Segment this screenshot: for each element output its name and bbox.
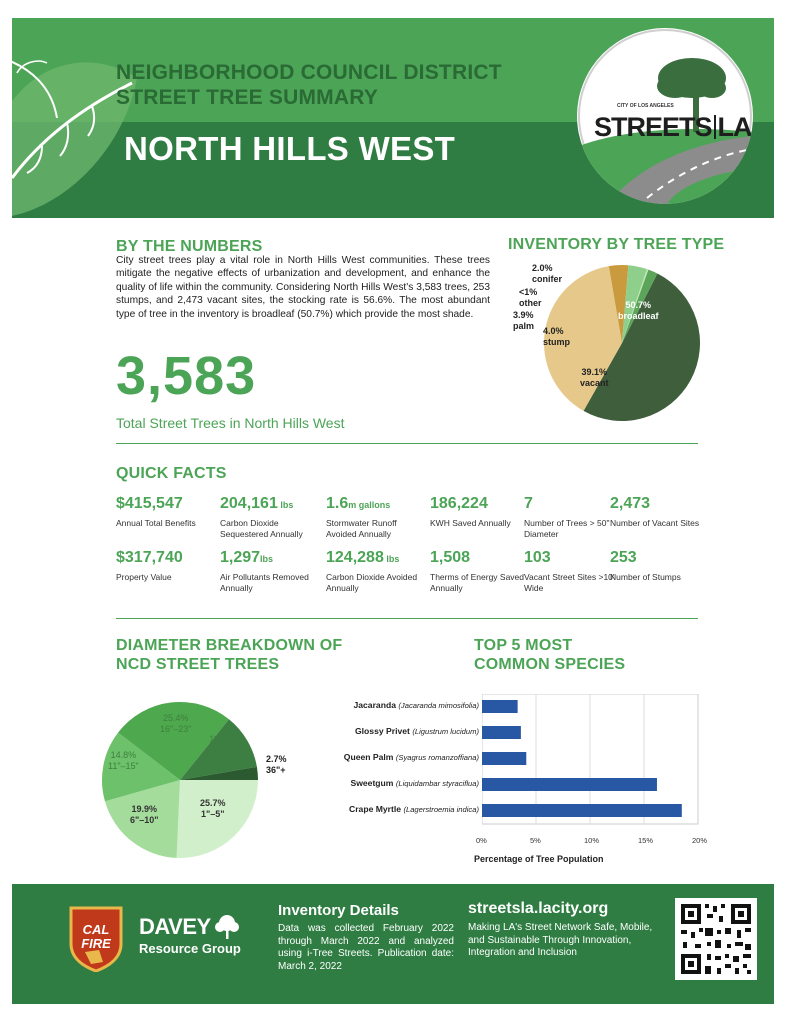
bar-axis-tick-label: 20% bbox=[692, 836, 708, 845]
species-common-name: Sweetgum bbox=[350, 778, 394, 788]
header-title-line2: STREET TREE SUMMARY bbox=[116, 86, 379, 109]
species-label bbox=[349, 804, 479, 814]
quick-fact-number: $317,740 bbox=[116, 549, 183, 566]
davey-tree-icon bbox=[213, 914, 241, 940]
bar-x-axis-title: Percentage of Tree Population bbox=[474, 854, 604, 864]
davey-logo bbox=[139, 914, 241, 956]
quick-facts-heading: QUICK FACTS bbox=[116, 465, 227, 482]
pie-label-palm: 3.9% palm bbox=[513, 310, 535, 331]
species-latin-name: (Lagerstroemia indica) bbox=[403, 805, 479, 814]
quick-fact bbox=[326, 548, 426, 594]
quick-fact bbox=[220, 548, 320, 594]
inventory-heading: INVENTORY BY TREE TYPE bbox=[508, 236, 725, 253]
quick-fact bbox=[430, 494, 530, 529]
species-label bbox=[350, 778, 479, 788]
leaf-decoration-icon bbox=[12, 18, 142, 218]
diameter-label-1-5: 25.7% 1"–5" bbox=[200, 798, 226, 819]
by-numbers-heading: BY THE NUMBERS bbox=[116, 238, 263, 255]
davey-logo-subtitle: Resource Group bbox=[139, 941, 241, 956]
quick-fact-number: 253 bbox=[610, 549, 637, 566]
by-numbers-text: City street trees play a vital role in North Hills West communities. These trees mitigate the negative effects of urbanization and development, and enhance the quality of life within the community. Considering North Hills West's 3,583 trees, 253 stumps, and 2,473 vacant sites, the stocking rate is 56.6%. The most abundant type of tree in the inventory is broadleaf (50.7%) which provide the most shade. bbox=[116, 255, 490, 320]
pie-label-stump: 4.0% stump bbox=[543, 326, 570, 347]
streetsla-logo bbox=[577, 28, 753, 204]
quick-fact-label: Carbon Dioxide Sequestered Annually bbox=[220, 518, 303, 539]
quick-fact-label: Number of Vacant Sites bbox=[610, 518, 700, 528]
species-bar bbox=[482, 804, 682, 817]
logo-wordmark bbox=[594, 112, 752, 143]
species-heading bbox=[474, 636, 625, 674]
species-label bbox=[353, 700, 479, 710]
species-latin-name: (Liquidambar styraciflua) bbox=[395, 779, 479, 788]
quick-fact-label: Number of Stumps bbox=[610, 572, 681, 582]
quick-fact-number: 2,473 bbox=[610, 495, 651, 512]
quick-fact bbox=[116, 494, 216, 529]
davey-logo-title: DAVEY bbox=[139, 914, 211, 939]
species-label bbox=[344, 752, 479, 762]
species-label bbox=[355, 726, 479, 736]
bar-axis-tick-label: 10% bbox=[584, 836, 600, 845]
diameter-label-6-10: 19.9% 6"–10" bbox=[130, 804, 159, 825]
quick-fact-number: 124,288 bbox=[326, 549, 384, 566]
quick-fact bbox=[430, 548, 530, 594]
quick-fact bbox=[220, 494, 320, 540]
quick-fact-label: Carbon Dioxide Avoided Annually bbox=[326, 572, 418, 593]
diameter-label-24-35: 11.5% 24"–35" bbox=[206, 734, 238, 755]
bar-axis-tick-label: 0% bbox=[476, 836, 487, 845]
total-trees-label: Total Street Trees in North Hills West bbox=[116, 415, 345, 431]
quick-fact-value bbox=[326, 494, 426, 515]
header-title bbox=[116, 60, 502, 110]
quick-fact-label: Therms of Energy Saved Annually bbox=[430, 572, 525, 593]
quick-fact-label: Annual Total Benefits bbox=[116, 518, 196, 528]
species-bar bbox=[482, 752, 526, 765]
diameter-label-36: 2.7% 36"+ bbox=[266, 754, 287, 775]
species-heading-line1: TOP 5 MOST bbox=[474, 637, 573, 654]
quick-fact-value bbox=[610, 548, 700, 569]
quick-fact-number: 186,224 bbox=[430, 495, 488, 512]
quick-fact bbox=[610, 548, 700, 583]
quick-fact-unit: m gallons bbox=[348, 500, 391, 510]
pie-label-other: <1% other bbox=[519, 287, 542, 308]
divider-1 bbox=[116, 443, 698, 444]
quick-fact bbox=[524, 548, 624, 594]
quick-fact-number: 204,161 bbox=[220, 495, 278, 512]
quick-fact-value bbox=[430, 548, 530, 569]
quick-fact bbox=[116, 548, 216, 583]
quick-fact-number: 103 bbox=[524, 549, 551, 566]
species-bar bbox=[482, 726, 521, 739]
quick-fact-number: 1,508 bbox=[430, 549, 471, 566]
quick-fact-number: 1.6 bbox=[326, 495, 349, 512]
quick-fact bbox=[524, 494, 624, 540]
quick-fact-value bbox=[524, 494, 624, 515]
diameter-label-16-23: 25.4% 16"–23" bbox=[160, 713, 192, 734]
species-common-name: Crape Myrtle bbox=[348, 804, 402, 814]
qr-code-icon[interactable] bbox=[675, 898, 757, 980]
pie-label-broadleaf: 50.7% broadleaf bbox=[618, 300, 659, 321]
quick-fact-unit: lbs bbox=[383, 554, 400, 564]
species-latin-name: (Jacaranda mimosifolia) bbox=[398, 701, 479, 710]
total-trees-number: 3,583 bbox=[116, 346, 257, 406]
header-title-line1: NEIGHBORHOOD COUNCIL DISTRICT bbox=[116, 61, 502, 84]
quick-fact-value bbox=[116, 494, 216, 515]
diameter-label-11-15: 14.8% 11"–15" bbox=[108, 750, 139, 771]
diameter-heading-line2: NCD STREET TREES bbox=[116, 656, 280, 673]
logo-divider bbox=[714, 115, 716, 139]
species-latin-name: (Ligustrum lucidum) bbox=[412, 727, 479, 736]
quick-fact-value bbox=[116, 548, 216, 569]
header-banner bbox=[12, 18, 774, 218]
quick-fact-number: $415,547 bbox=[116, 495, 183, 512]
quick-fact-label: Number of Trees > 50" Diameter bbox=[524, 518, 610, 539]
species-latin-name: (Syagrus romanzoffiana) bbox=[395, 753, 479, 762]
logo-city-text: CITY OF LOS ANGELES bbox=[617, 103, 674, 109]
quick-fact-label: Air Pollutants Removed Annually bbox=[220, 572, 309, 593]
pie-label-vacant: 39.1% vacant bbox=[580, 367, 609, 388]
quick-fact-label: Stormwater Runoff Avoided Annually bbox=[326, 518, 397, 539]
quick-fact bbox=[326, 494, 426, 540]
logo-la-text: LA bbox=[717, 112, 752, 142]
logo-streets-text: STREETS bbox=[594, 112, 712, 142]
species-common-name: Glossy Privet bbox=[354, 726, 410, 736]
footer bbox=[12, 884, 774, 1004]
mission-text: Making LA's Street Network Safe, Mobile, and Sustainable Through Innovation, Integration and Inclusion bbox=[468, 922, 653, 959]
calfire-text-line1: CAL bbox=[82, 922, 110, 937]
quick-fact-value bbox=[430, 494, 530, 515]
quick-fact-label: Vacant Street Sites >10' Wide bbox=[524, 572, 615, 593]
quick-fact-number: 1,297 bbox=[220, 549, 261, 566]
species-common-name: Jacaranda bbox=[353, 700, 396, 710]
inventory-details-text: Data was collected February 2022 through March 2022 and analyzed using i-Tree Streets. Publication date: March 2, 2022 bbox=[278, 923, 454, 972]
quick-fact-value bbox=[220, 494, 320, 515]
quick-fact-value bbox=[326, 548, 426, 569]
quick-fact-label: Property Value bbox=[116, 572, 172, 582]
species-heading-line2: COMMON SPECIES bbox=[474, 656, 626, 673]
quick-fact-unit: lbs bbox=[260, 554, 274, 564]
bar-axis-tick-label: 15% bbox=[638, 836, 654, 845]
species-bar bbox=[482, 700, 518, 713]
quick-fact-unit: lbs bbox=[277, 500, 294, 510]
quick-fact-value bbox=[610, 494, 700, 515]
species-bar bbox=[482, 778, 657, 791]
calfire-logo bbox=[67, 904, 125, 972]
quick-fact-number: 7 bbox=[524, 495, 533, 512]
divider-2 bbox=[116, 618, 698, 619]
calfire-text-line2: FIRE bbox=[81, 936, 111, 951]
inventory-details-title: Inventory Details bbox=[278, 902, 399, 919]
district-name: NORTH HILLS WEST bbox=[124, 130, 456, 167]
diameter-heading-line1: DIAMETER BREAKDOWN OF bbox=[116, 637, 343, 654]
quick-fact bbox=[610, 494, 700, 529]
diameter-heading bbox=[116, 636, 342, 674]
website-link[interactable]: streetsla.lacity.org bbox=[468, 900, 609, 917]
quick-fact-label: KWH Saved Annually bbox=[430, 518, 511, 528]
pie-label-conifer: 2.0% conifer bbox=[532, 263, 563, 284]
quick-fact-value bbox=[220, 548, 320, 569]
species-bar-chart bbox=[482, 694, 722, 834]
quick-fact-value bbox=[524, 548, 624, 569]
bar-axis-tick-label: 5% bbox=[530, 836, 541, 845]
species-common-name: Queen Palm bbox=[343, 752, 394, 762]
